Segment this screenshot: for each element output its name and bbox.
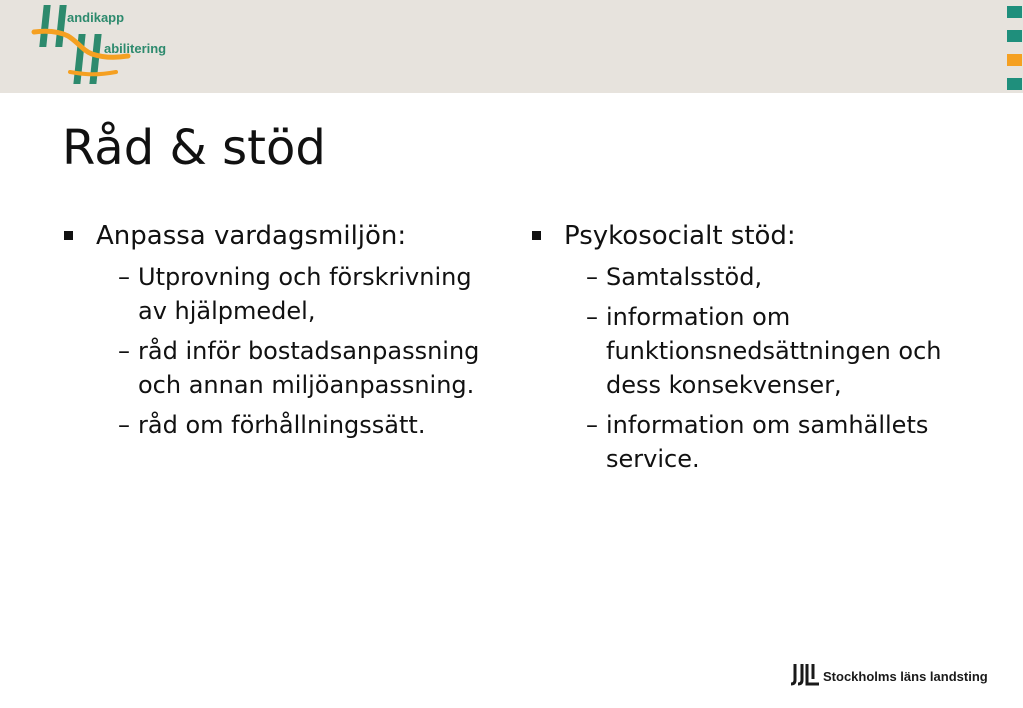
list-item <box>104 260 502 328</box>
list-item-text: information om samhällets service. <box>606 411 929 473</box>
sub-list-left <box>62 260 502 442</box>
logo-word-bottom: abilitering <box>104 41 167 56</box>
habilitering-logo <box>30 2 200 90</box>
logo-word-top: andikapp <box>67 10 125 25</box>
header-band <box>0 0 1023 93</box>
list-item <box>104 408 502 442</box>
list-item <box>572 260 1000 294</box>
sll-logo <box>789 662 1009 688</box>
heading-text: Psykosocialt stöd: <box>564 221 796 251</box>
dash-bullet: – <box>118 411 130 439</box>
dash-bullet: – <box>586 411 598 439</box>
list-item-text: information om funktionsnedsättningen och dess konsekvenser, <box>606 303 942 399</box>
decorative-squares <box>1007 6 1023 102</box>
list-item-text: Utprovning och förskrivning av hjälpmedel, <box>138 263 472 325</box>
list-item <box>572 408 1000 476</box>
square-bullet-icon <box>532 231 541 240</box>
sub-list-right <box>530 260 1000 476</box>
slide-title: Råd & stöd <box>62 120 326 176</box>
left-column <box>62 218 502 448</box>
dash-bullet: – <box>118 337 130 365</box>
square-teal <box>1007 30 1022 42</box>
square-teal <box>1007 78 1022 90</box>
right-column <box>530 218 1000 482</box>
bullet-heading-right <box>530 218 1000 254</box>
square-bullet-icon <box>64 231 73 240</box>
list-item <box>104 334 502 402</box>
square-teal <box>1007 6 1022 18</box>
list-item-text: Samtalsstöd, <box>606 263 763 291</box>
heading-text: Anpassa vardagsmiljön: <box>96 221 407 251</box>
sll-emblem-icon <box>789 662 821 688</box>
square-orange <box>1007 54 1022 66</box>
list-item <box>572 300 1000 402</box>
bullet-heading-left <box>62 218 502 254</box>
org-name: Stockholms läns landsting <box>823 669 988 684</box>
list-item-text: råd inför bostadsanpassning och annan miljöanpassning. <box>138 337 480 399</box>
dash-bullet: – <box>586 263 598 291</box>
dash-bullet: – <box>118 263 130 291</box>
dash-bullet: – <box>586 303 598 331</box>
list-item-text: råd om förhållningssätt. <box>138 411 426 439</box>
